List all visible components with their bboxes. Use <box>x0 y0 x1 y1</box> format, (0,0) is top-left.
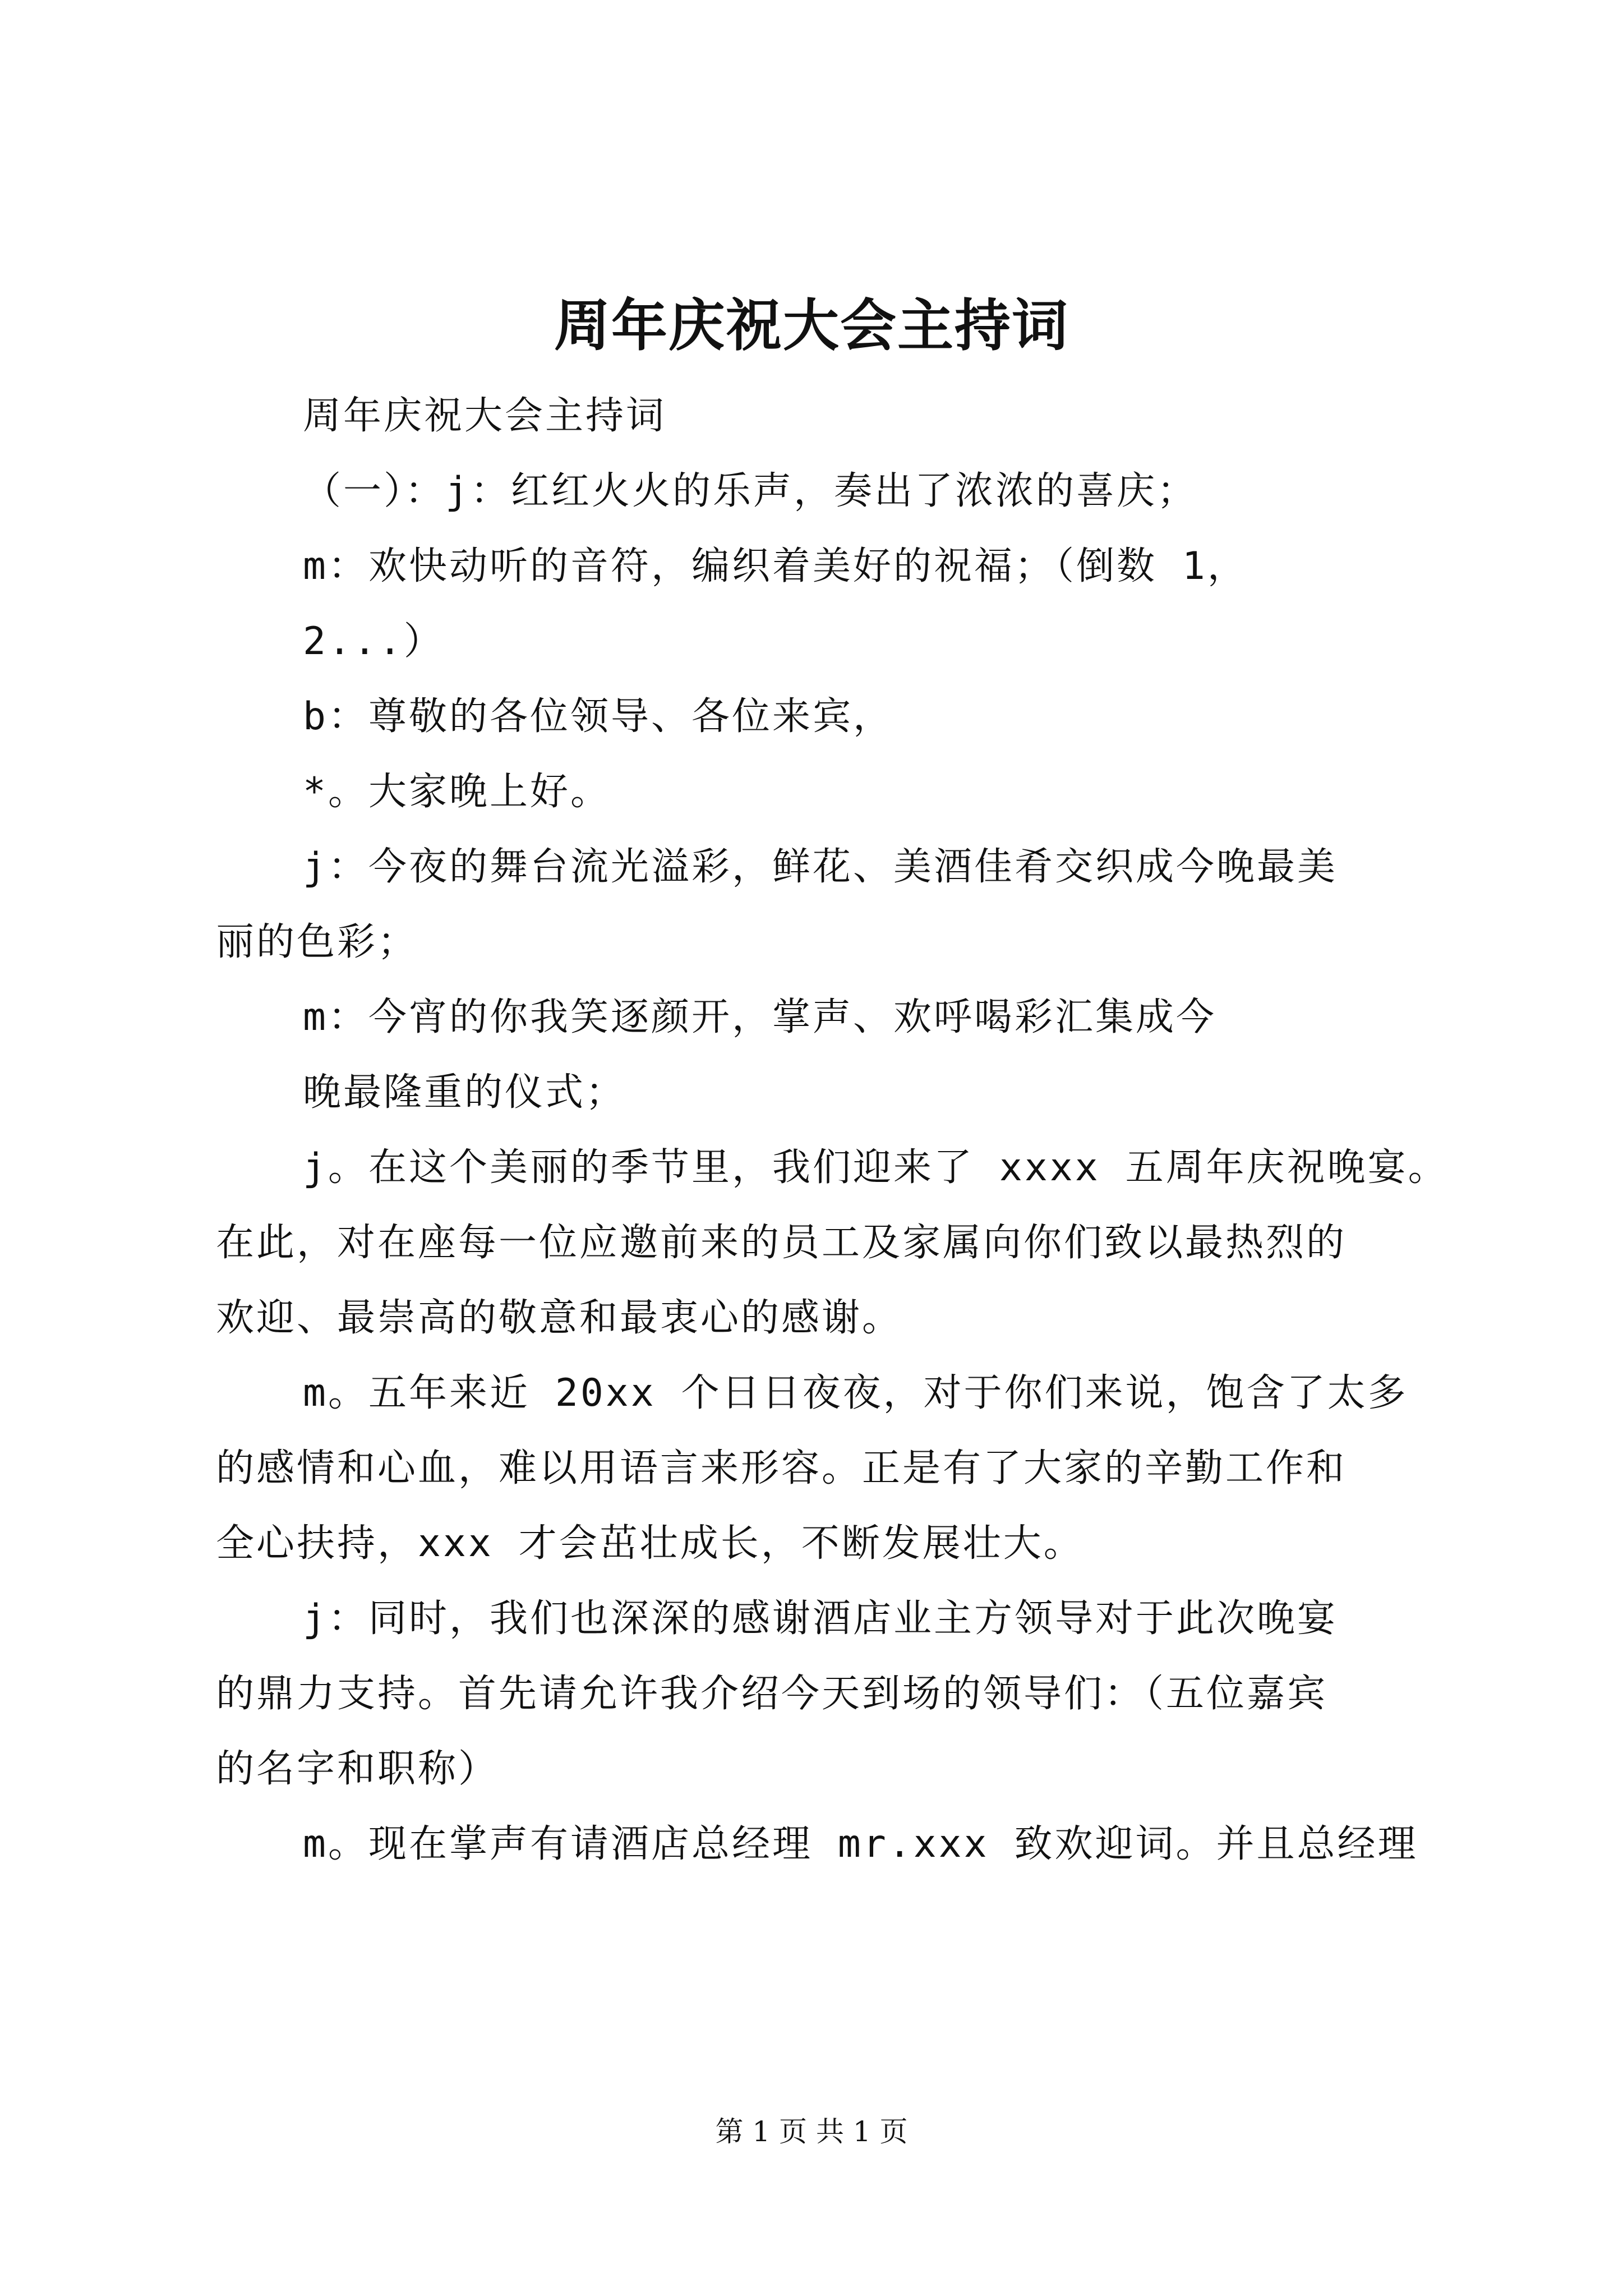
body-line: 全心扶持，xxx 才会茁壮成长，不断发展壮大。 <box>216 1521 1084 1566</box>
body-line: 的鼎力支持。首先请允许我介绍今天到场的领导们：（五位嘉宾 <box>216 1672 1328 1716</box>
body-line: m：今宵的你我笑逐颜开，掌声、欢呼喝彩汇集成今 <box>303 995 1216 1039</box>
body-line: b：尊敬的各位领导、各位来宾， <box>303 694 893 739</box>
body-line: j。在这个美丽的季节里，我们迎来了 xxxx 五周年庆祝晚宴。 <box>303 1145 1449 1190</box>
body-line: m：欢快动听的音符，编织着美好的祝福；（倒数 1， <box>303 544 1248 588</box>
page-footer: 第 1 页 共 1 页 <box>715 2115 908 2148</box>
body-line: 在此，对在座每一位应邀前来的员工及家属向你们致以最热烈的 <box>216 1221 1347 1265</box>
body-line: *。大家晚上好。 <box>303 770 611 814</box>
body-line: （一）：j：红红火火的乐声，奏出了浓浓的喜庆； <box>303 469 1197 513</box>
body-line: j：同时，我们也深深的感谢酒店业主方领导对于此次晚宴 <box>303 1596 1338 1641</box>
body-line: 晚最隆重的仪式； <box>303 1070 626 1115</box>
body-line: 欢迎、最崇高的敬意和最衷心的感谢。 <box>216 1296 903 1340</box>
document-body <box>216 379 1449 1882</box>
body-line: 2...） <box>303 619 444 664</box>
body-line: 丽的色彩； <box>216 920 418 964</box>
body-line: j：今夜的舞台流光溢彩，鲜花、美酒佳肴交织成今晚最美 <box>303 845 1338 889</box>
body-line: 周年庆祝大会主持词 <box>303 394 667 438</box>
body-line: m。现在掌声有请酒店总经理 mr.xxx 致欢迎词。并且总经理 <box>303 1822 1418 1866</box>
body-line: 的感情和心血，难以用语言来形容。正是有了大家的辛勤工作和 <box>216 1446 1347 1490</box>
body-line: m。五年来近 20xx 个日日夜夜，对于你们来说，饱含了太多 <box>303 1371 1408 1415</box>
body-line: 的名字和职称） <box>216 1747 499 1791</box>
document-title: 周年庆祝大会主持词 <box>554 292 1069 358</box>
